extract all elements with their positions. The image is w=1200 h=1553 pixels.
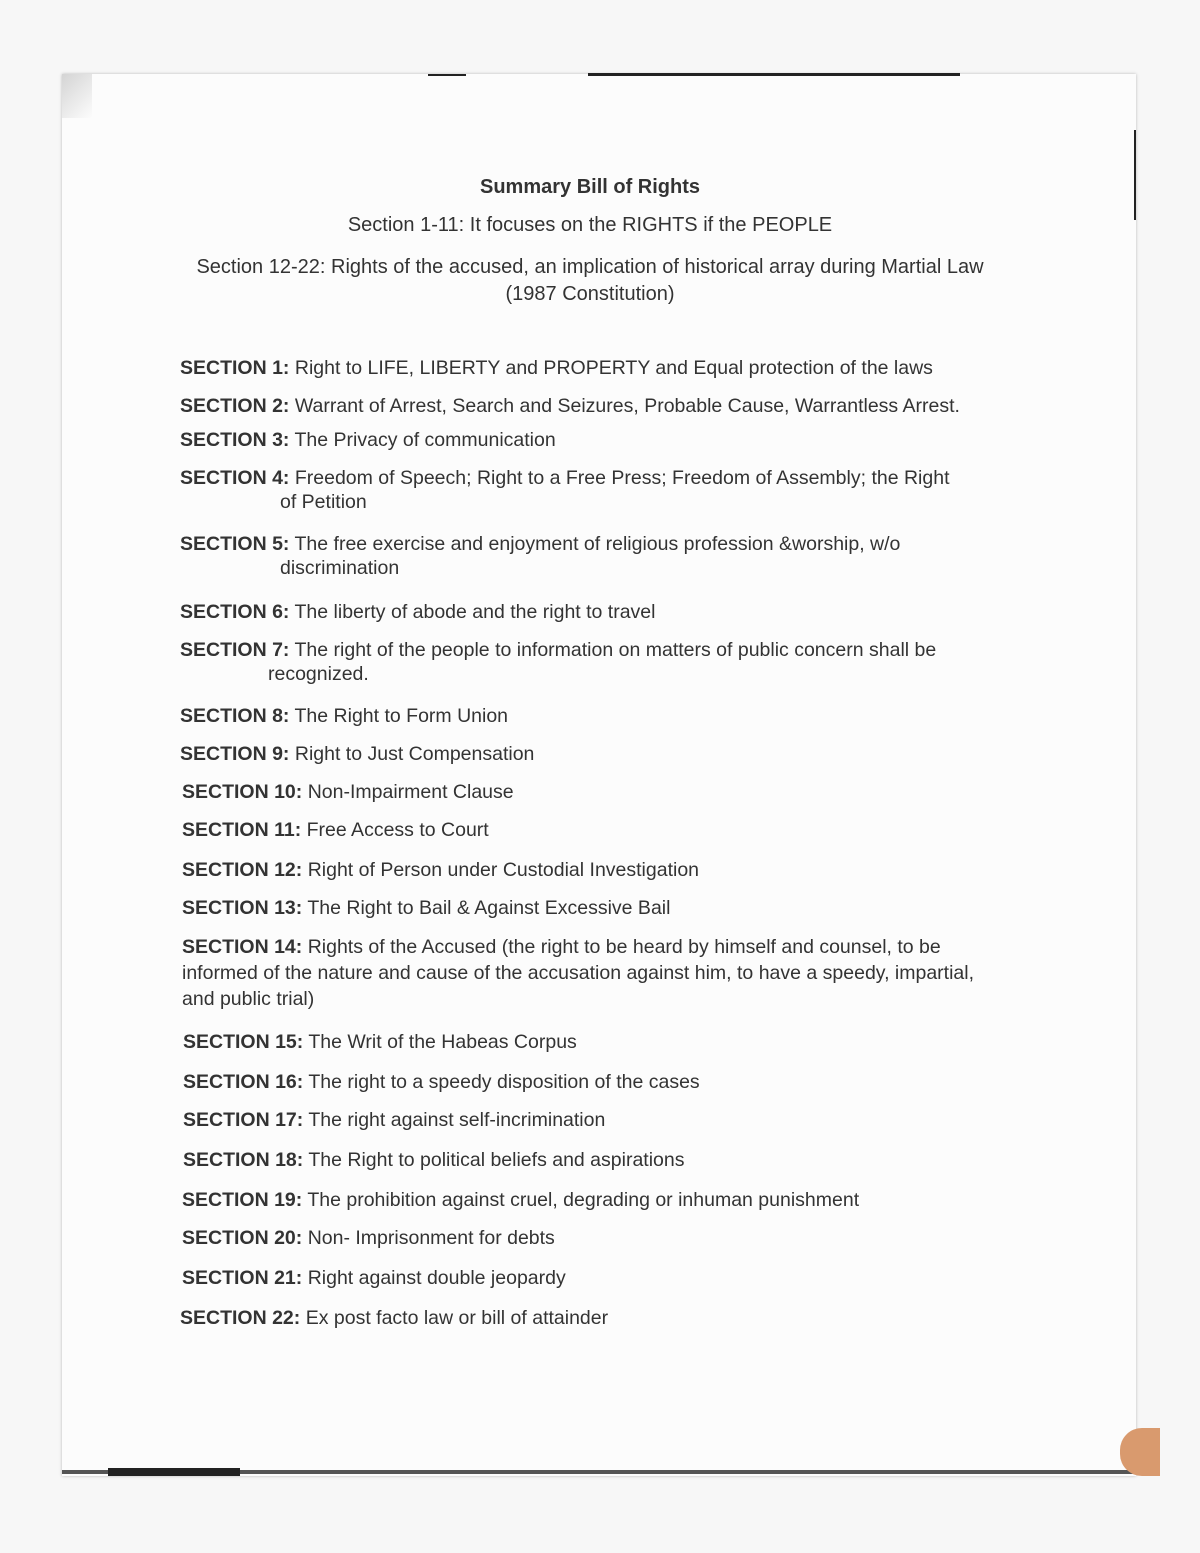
section-text: The Right to Bail & Against Excessive Bail [307, 897, 671, 919]
section-text: The Right to political beliefs and aspirations [308, 1149, 685, 1171]
section-item [182, 1266, 1002, 1290]
section-text: Non- Imprisonment for debts [307, 1227, 555, 1249]
document-title: Summary Bill of Rights [479, 176, 701, 198]
section-text: Free Access to Court [306, 819, 489, 841]
section-text-continued: of Petition [280, 491, 367, 513]
section-text: The right against self-incrimination [308, 1109, 606, 1131]
section-label: SECTION 8: [180, 705, 290, 727]
section-text: Right to Just Compensation [294, 743, 535, 765]
section-text: Ex post facto law or bill of attainder [305, 1307, 609, 1329]
section-item [180, 600, 1000, 624]
section-item [182, 896, 1002, 920]
section-label: SECTION 4: [180, 467, 290, 489]
section-item [182, 1226, 1002, 1250]
section-item [180, 394, 1010, 418]
paper-top-edge-mark [428, 74, 466, 76]
section-text-continued: recognized. [268, 663, 369, 685]
section-text: Right to LIFE, LIBERTY and PROPERTY and Equal protection of the laws [294, 357, 933, 379]
section-text: Non-Impairment Clause [307, 781, 514, 803]
paper-corner-fold [62, 74, 92, 118]
section-item [183, 1148, 1003, 1172]
section-item [180, 532, 1000, 580]
section-item [180, 1306, 1000, 1330]
section-label: SECTION 9: [180, 743, 290, 765]
section-item [180, 356, 1000, 380]
section-label: SECTION 6: [180, 601, 290, 623]
section-item [180, 742, 1000, 766]
section-label: SECTION 21: [182, 1267, 303, 1289]
section-text: The liberty of abode and the right to travel [294, 601, 656, 623]
section-label: SECTION 22: [180, 1307, 301, 1329]
section-item [180, 638, 1010, 686]
section-text: The right to a speedy disposition of the cases [308, 1071, 700, 1093]
section-item [183, 1030, 1003, 1054]
document-subtitle-sections-12-22: Section 12-22: Rights of the accused, an implication of historical array during Martial Law (1987 Constitution) [196, 256, 984, 305]
section-text: The prohibition against cruel, degrading or inhuman punishment [307, 1189, 860, 1211]
section-item [180, 428, 1000, 452]
section-text: The Privacy of communication [294, 429, 556, 451]
section-label: SECTION 5: [180, 533, 290, 555]
section-item [180, 466, 1000, 514]
section-label: SECTION 2: [180, 395, 290, 417]
section-label: SECTION 12: [182, 859, 303, 881]
section-label: SECTION 11: [182, 819, 302, 841]
section-text: Right of Person under Custodial Investigation [307, 859, 700, 881]
section-text-continued: discrimination [280, 557, 400, 579]
section-item [183, 1070, 1003, 1094]
section-item [183, 1108, 1003, 1132]
section-label: SECTION 3: [180, 429, 290, 451]
section-label: SECTION 17: [183, 1109, 304, 1131]
paper-right-edge-mark [1134, 130, 1136, 220]
section-text: The Right to Form Union [294, 705, 509, 727]
section-item [182, 1188, 1002, 1212]
document-subtitle-sections-1-11: Section 1-11: It focuses on the RIGHTS if the PEOPLE [347, 214, 833, 236]
section-label: SECTION 1: [180, 357, 290, 379]
section-item [180, 704, 1000, 728]
section-label: SECTION 15: [183, 1031, 304, 1053]
section-text: The Writ of the Habeas Corpus [308, 1031, 577, 1053]
section-text: Rights of the Accused (the right to be heard by himself and counsel, to be informed of the nature and cause of the accusation against him, to have a speedy, impartial, and public trial) [182, 936, 975, 1010]
section-text: Freedom of Speech; Right to a Free Press; Freedom of Assembly; the Right [294, 467, 950, 489]
section-text: The free exercise and enjoyment of religious profession &worship, w/o [294, 533, 901, 555]
paper-top-edge-line [588, 73, 960, 76]
thumb-holding-paper [1120, 1428, 1160, 1476]
section-item [182, 858, 1002, 882]
paper-bottom-edge-mark [108, 1468, 240, 1476]
section-label: SECTION 13: [182, 897, 303, 919]
section-label: SECTION 19: [182, 1189, 303, 1211]
section-item [182, 780, 1002, 804]
section-item [182, 818, 1002, 842]
section-label: SECTION 10: [182, 781, 303, 803]
section-item [182, 934, 992, 1012]
section-text: Warrant of Arrest, Search and Seizures, Probable Cause, Warrantless Arrest. [294, 395, 960, 417]
section-label: SECTION 20: [182, 1227, 303, 1249]
section-label: SECTION 14: [182, 936, 303, 958]
section-label: SECTION 7: [180, 639, 290, 661]
section-label: SECTION 18: [183, 1149, 304, 1171]
section-label: SECTION 16: [183, 1071, 304, 1093]
section-text: The right of the people to information on matters of public concern shall be [294, 639, 937, 661]
section-text: Right against double jeopardy [307, 1267, 566, 1289]
